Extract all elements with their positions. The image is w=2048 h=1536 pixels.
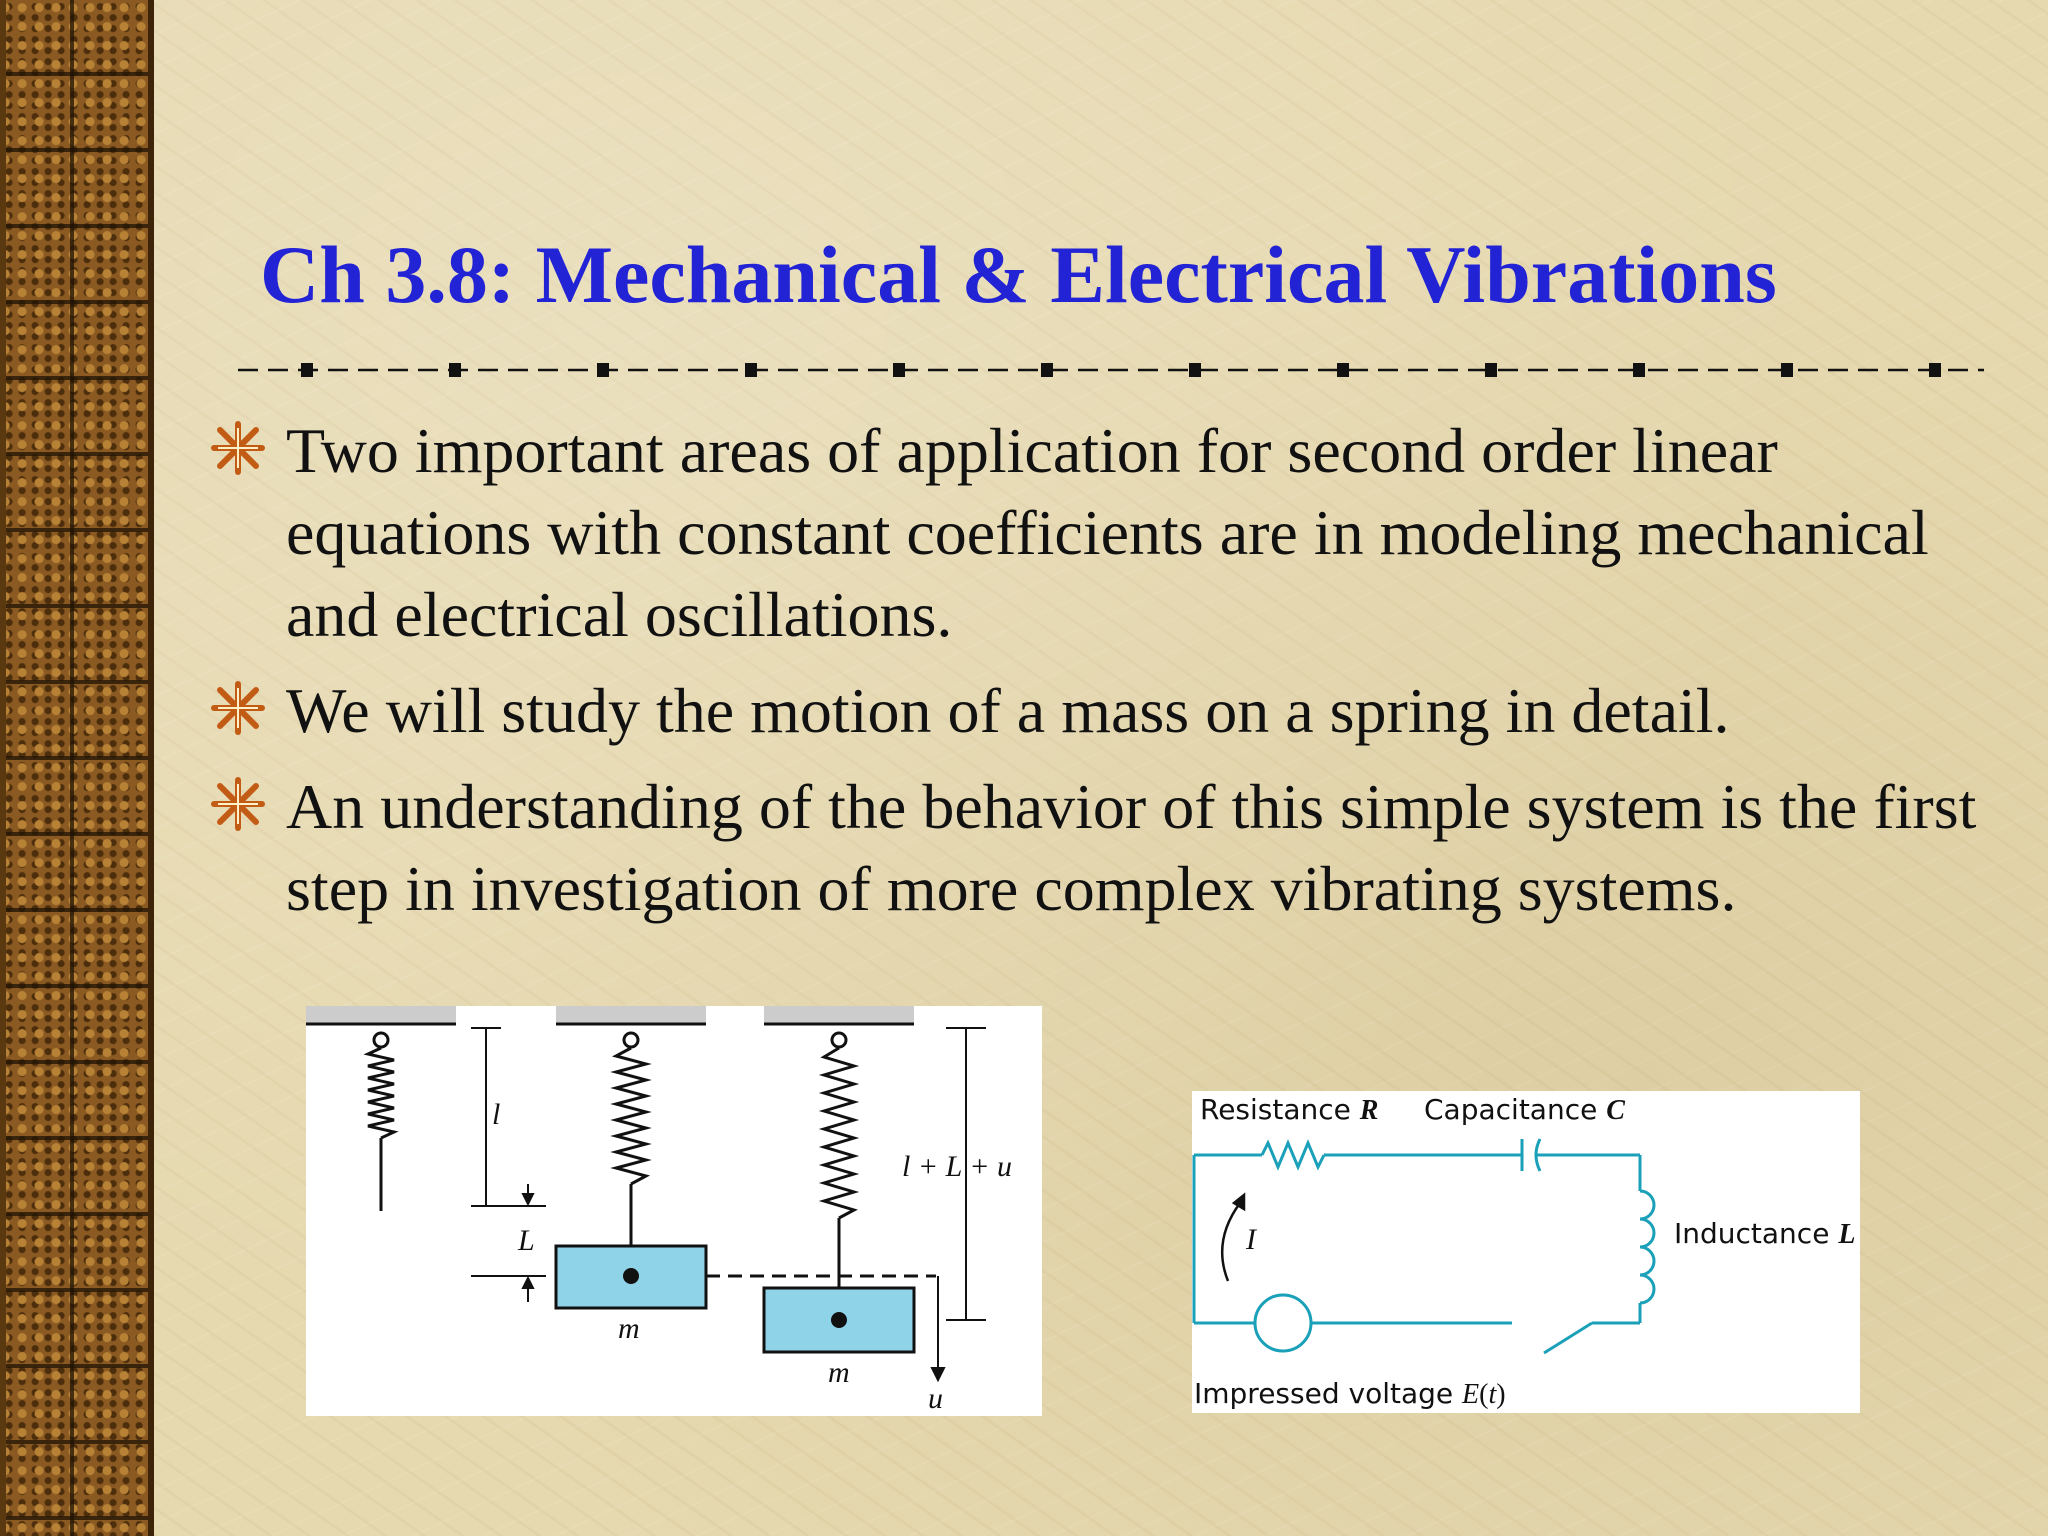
label-m1: m bbox=[618, 1312, 640, 1345]
label-capacitance-symbol: C bbox=[1606, 1095, 1625, 1126]
label-capacitance: Capacitance bbox=[1424, 1093, 1598, 1126]
bullet-list bbox=[210, 410, 2010, 944]
asterisk-bullet-icon bbox=[210, 680, 266, 736]
label-L: L bbox=[518, 1224, 535, 1257]
label-inductance-symbol: L bbox=[1838, 1219, 1856, 1250]
bullet-text: An understanding of the behavior of this simple system is the first step in investigation of more complex vibrating systems. bbox=[286, 771, 1977, 924]
asterisk-bullet-icon bbox=[210, 420, 266, 476]
label-current: I bbox=[1246, 1223, 1256, 1256]
bullet-text: Two important areas of application for second order linear equations with constant coefficients are in modeling mechanical and electrical oscillations. bbox=[286, 415, 1929, 650]
bullet-item bbox=[210, 766, 2010, 930]
decorative-sidebar bbox=[0, 0, 154, 1536]
asterisk-bullet-icon bbox=[210, 776, 266, 832]
bullet-item bbox=[210, 670, 2010, 752]
label-resistance: Resistance bbox=[1200, 1093, 1351, 1126]
label-l-plus-L-plus-u: l + L + u bbox=[902, 1150, 1012, 1183]
label-voltage-symbol: E bbox=[1462, 1379, 1480, 1410]
rlc-circuit-figure bbox=[1192, 1091, 1860, 1413]
spring-mass-figure bbox=[306, 1006, 1042, 1416]
title-divider-rule bbox=[238, 354, 1984, 386]
svg-text:Resistance R bbox=[1200, 1093, 1378, 1126]
svg-text:Capacitance C bbox=[1424, 1093, 1625, 1126]
label-voltage: Impressed voltage bbox=[1194, 1377, 1454, 1410]
svg-text:Impressed voltage E(t): Impressed voltage E(t) bbox=[1194, 1377, 1506, 1410]
label-inductance: Inductance bbox=[1674, 1217, 1830, 1250]
bullet-text: We will study the motion of a mass on a spring in detail. bbox=[286, 675, 1730, 746]
bullet-item bbox=[210, 410, 2010, 656]
label-u: u bbox=[928, 1382, 943, 1415]
svg-text:Inductance L bbox=[1674, 1217, 1855, 1250]
label-l: l bbox=[492, 1098, 501, 1131]
label-voltage-arg: t bbox=[1488, 1379, 1497, 1410]
label-resistance-symbol: R bbox=[1359, 1095, 1379, 1126]
slide-title: Ch 3.8: Mechanical & Electrical Vibrations bbox=[260, 229, 1777, 320]
label-m2: m bbox=[828, 1356, 850, 1389]
